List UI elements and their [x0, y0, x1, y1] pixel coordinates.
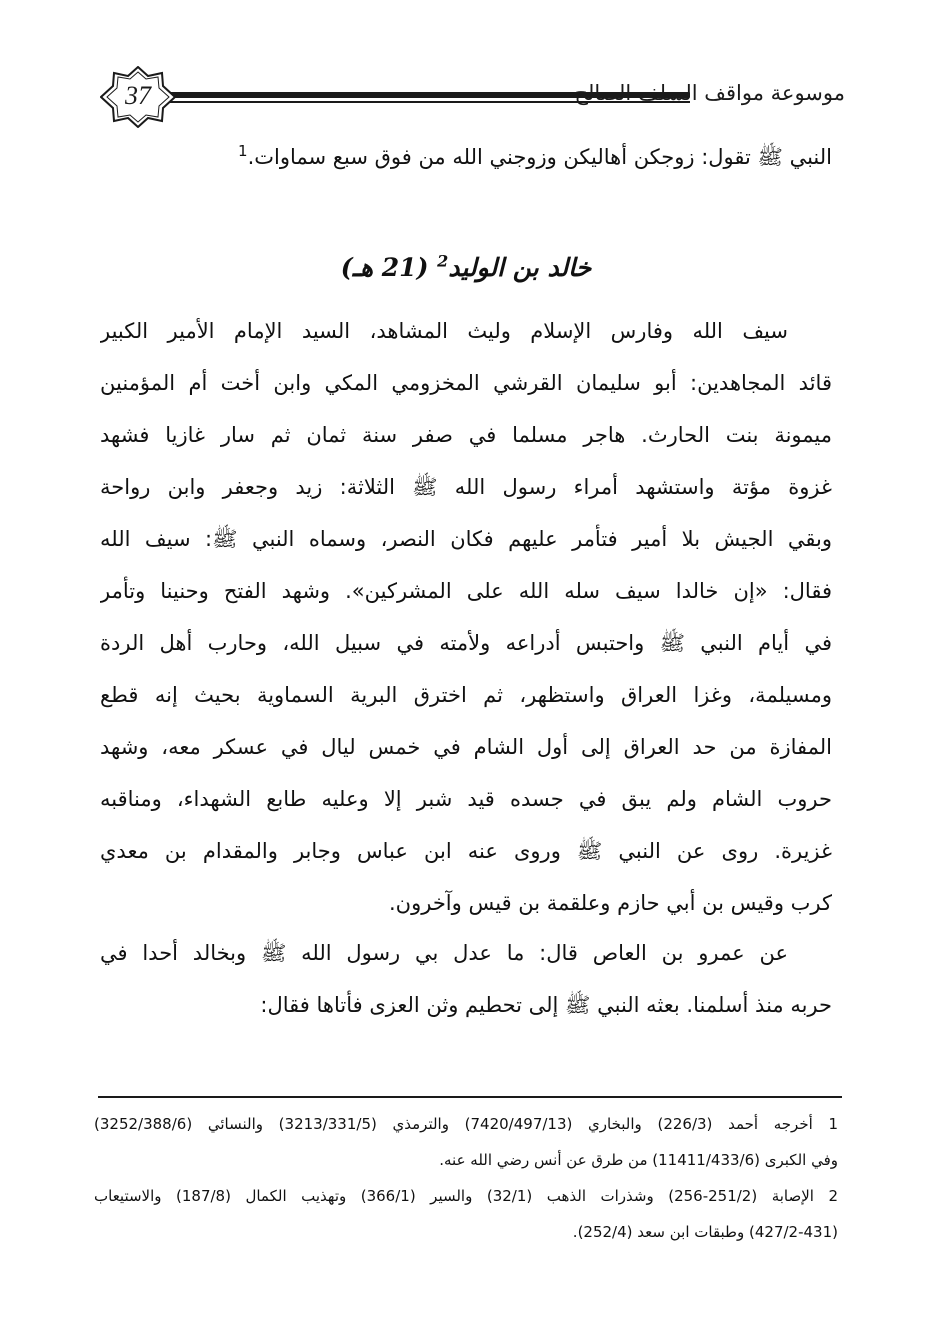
series-title: موسوعة مواقف السلف الصالح [574, 81, 845, 105]
heading-date: (21 هـ) [340, 253, 429, 282]
body-line: حربه منذ أسلمنا. بعثه النبي ﷺ إلى تحطيم وثن العزى فأتاها فقال: [260, 993, 832, 1017]
body-line: ميمونة بنت الحارث. هاجر مسلما في صفر سنة ثمان ثم سار غازيا فشهد [100, 423, 832, 447]
footnote-ref-1: 1 [238, 142, 248, 160]
page-header [100, 66, 845, 128]
body-line: في أيام النبي ﷺ واحتبس أدراعه ولأمته في سبيل الله، وحارب أهل الردة [100, 631, 832, 655]
footnote-line: 2 الإصابة (251/2-256) وشذرات الذهب (32/1) والسير (366/1) وتهذيب الكمال (187/8) والاستيعاب [94, 1187, 838, 1205]
body-line: عن عمرو بن العاص قال: ما عدل بي رسول الله ﷺ وبخالد أحدا في [100, 941, 788, 965]
body-line: كرب وقيس بن أبي حازم وعلقمة بن قيس وآخرون. [389, 891, 832, 915]
heading-name: خالد بن الوليد [448, 253, 592, 282]
body-line: قائد المجاهدين: أبو سليمان القرشي المخزومي المكي وابن أخت أم المؤمنين [100, 371, 832, 395]
body-line: ومسيلمة، وغزا العراق واستظهر، ثم اخترق البرية السماوية بحيث إنه قطع [100, 683, 832, 707]
intro-line [100, 140, 832, 174]
body-line: المفازة من حد العراق إلى أول الشام في خمس ليال في عسكر معه، وشهد [100, 735, 832, 759]
body-line: حروب الشام ولم يبق في جسده قيد شبر إلا وعليه طابع الشهداء، ومناقبه [100, 787, 832, 811]
body-line: سيف الله وفارس الإسلام وليث المشاهد، السيد الإمام الأمير الكبير [100, 319, 788, 343]
intro-text: النبي ﷺ تقول: زوجكن أهاليكن وزوجني الله من فوق سبع سماوات. [247, 145, 832, 169]
footnote-ref-2: 2 [437, 251, 449, 271]
footnote-line: 1 أخرجه أحمد (226/3) والبخاري (7420/497/13) والترمذي (3213/331/5) والنسائي (3252/388/6) [94, 1115, 838, 1133]
section-heading [100, 248, 832, 288]
body-line: غزوة مؤتة واستشهد أمراء رسول الله ﷺ الثلاثة: زيد وجعفر وابن رواحة [100, 475, 832, 499]
page-number: 37 [125, 81, 151, 110]
page-number-badge [100, 66, 176, 128]
body-line: غزيرة. روى عن النبي ﷺ وروى عنه ابن عباس وجابر والمقدام بن معدي [100, 839, 832, 863]
footnote-line: (427/2-431) وطبقات ابن سعد (252/4). [572, 1223, 838, 1241]
body-line: وبقي الجيش بلا أمير فتأمر عليهم فكان النصر، وسماه النبي ﷺ: سيف الله [100, 527, 832, 551]
footnote-separator [98, 1096, 842, 1098]
body-line: فقال: «إن خالدا سيف سله الله على المشركين». وشهد الفتح وحنينا وتأمر [100, 579, 832, 603]
footnote-line: وفي الكبرى (11411/433/6) من طرق عن أنس رضي الله عنه. [439, 1151, 838, 1169]
